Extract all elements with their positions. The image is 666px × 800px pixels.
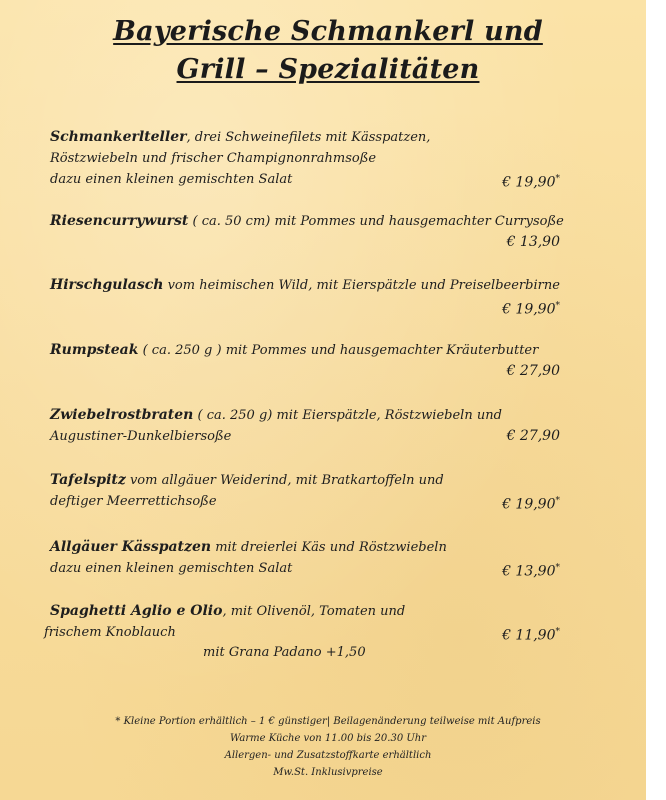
item-name: Zwiebelrostbraten	[50, 407, 194, 423]
small-portion-mark: *	[555, 301, 560, 311]
item-line	[50, 361, 580, 382]
item-price: € 19,90*	[502, 174, 560, 191]
footer-kitchen-hours: Warme Küche von 11.00 bis 20.30 Uhr	[229, 733, 427, 744]
menu-item-zwiebelrostbraten	[50, 405, 580, 447]
footer-note-small-portion: * Kleine Portion erhältlich – 1 € günstiger| Beilagenänderung teilweise mit Aufpreis	[115, 716, 541, 727]
small-portion-mark: *	[555, 496, 560, 506]
item-description: frischem Knoblauch	[44, 625, 176, 640]
item-line	[44, 601, 580, 622]
item-price: € 19,90*	[502, 496, 560, 513]
menu-item-schmankerlteller	[50, 127, 580, 190]
item-line	[50, 169, 580, 190]
item-description: dazu einen kleinen gemischten Salat	[50, 561, 293, 576]
item-name: Schmankerlteller	[50, 129, 187, 145]
item-line	[50, 127, 580, 148]
small-portion-mark: *	[555, 627, 560, 637]
item-line	[50, 491, 580, 512]
item-line	[50, 537, 580, 558]
item-name: Tafelspitz	[50, 472, 126, 488]
item-name: Hirschgulasch	[50, 277, 164, 293]
item-line	[44, 622, 580, 643]
item-description: Röstzwiebeln und frischer Champignonrahmsoße	[50, 151, 377, 166]
item-line	[50, 470, 580, 491]
item-line	[50, 275, 580, 296]
item-description: dazu einen kleinen gemischten Salat	[50, 172, 293, 187]
item-name: Rumpsteak	[50, 342, 139, 358]
item-line	[50, 232, 580, 253]
item-price: € 11,90*	[502, 627, 560, 644]
small-portion-mark: *	[555, 563, 560, 573]
footer-allergen-note: Allergen- und Zusatzstoffkarte erhältlich	[224, 750, 432, 761]
item-description: vom heimischen Wild, mit Eierspätzle und Preiselbeerbirne	[163, 278, 560, 293]
item-description: ( ca. 50 cm) mit Pommes und hausgemachter Currysoße	[188, 214, 564, 229]
item-price: € 27,90	[506, 428, 560, 444]
menu-item-tafelspitz	[50, 470, 580, 512]
item-line	[50, 405, 580, 426]
menu-item-spaghetti-aglio-e-olio	[44, 601, 580, 643]
item-description: , drei Schweinefilets mit Kässpatzen,	[186, 130, 431, 145]
menu-title-line-1: Bayerische Schmankerl und	[113, 16, 543, 47]
item-name: Allgäuer Kässpatzen	[50, 539, 212, 555]
item-description: deftiger Meerrettichsoße	[50, 494, 217, 509]
item-description: ( ca. 250 g ) mit Pommes und hausgemachter Kräuterbutter	[138, 343, 539, 358]
menu-item-hirschgulasch	[50, 275, 580, 317]
item-description: vom allgäuer Weiderind, mit Bratkartoffeln und	[125, 473, 444, 488]
page-edge	[646, 0, 656, 800]
footer-vat-note: Mw.St. Inklusivpreise	[273, 767, 383, 778]
item-description: Augustiner-Dunkelbiersoße	[50, 429, 232, 444]
item-description: mit dreierlei Käs und Röstzwiebeln	[211, 540, 447, 555]
item-name: Spaghetti Aglio e Olio	[50, 603, 223, 619]
item-price: € 27,90	[506, 363, 560, 379]
menu-item-allgaeuer-kaesspatzen	[50, 537, 580, 579]
item-price: € 13,90*	[502, 563, 560, 580]
menu-title-line-2: Grill – Spezialitäten	[176, 54, 480, 85]
item-price: € 13,90	[506, 234, 560, 250]
item-line	[50, 296, 580, 317]
item-price: € 19,90*	[502, 301, 560, 318]
item-extra-option: mit Grana Padano +1,50	[203, 645, 366, 660]
item-description: , mit Olivenöl, Tomaten und	[222, 604, 406, 619]
item-name: Riesencurrywurst	[50, 213, 189, 229]
menu-item-rumpsteak	[50, 340, 580, 382]
item-line	[50, 426, 580, 447]
menu-footer	[0, 713, 656, 781]
item-line	[50, 211, 580, 232]
item-description: ( ca. 250 g) mit Eierspätzle, Röstzwiebeln und	[193, 408, 502, 423]
item-line	[50, 340, 580, 361]
menu-item-riesencurrywurst	[50, 211, 580, 253]
item-line	[50, 148, 580, 169]
item-line	[50, 558, 580, 579]
small-portion-mark: *	[555, 174, 560, 184]
